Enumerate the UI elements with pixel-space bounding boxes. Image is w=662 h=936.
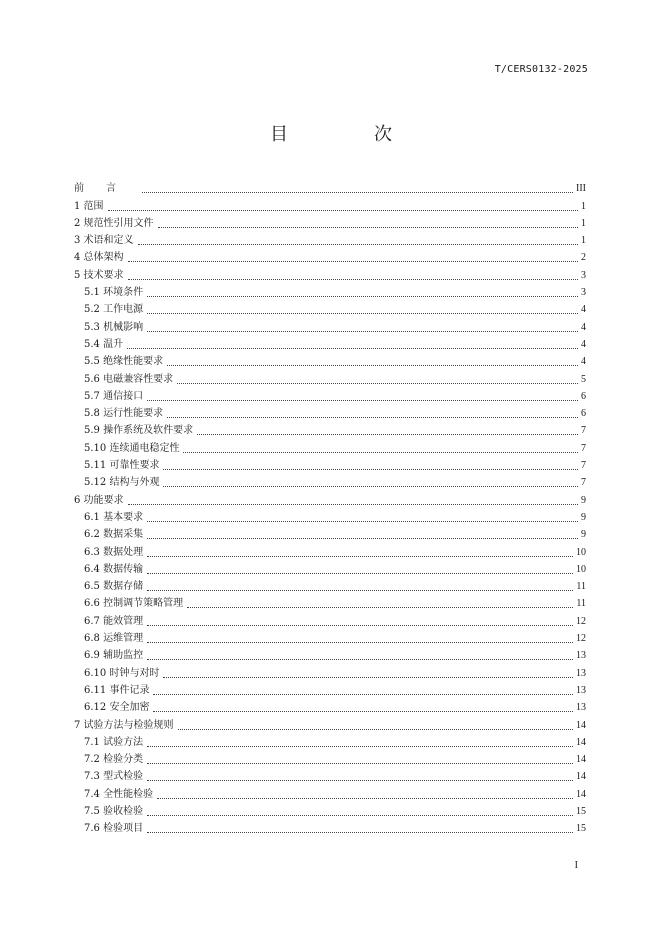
toc-entry[interactable] xyxy=(74,801,586,818)
toc-entry-label: 4 总体架构 xyxy=(74,252,124,264)
toc-entry-label: 5.10 连续通电稳定性 xyxy=(84,442,180,454)
toc-entry[interactable] xyxy=(74,697,586,714)
dot-leader xyxy=(167,407,578,418)
toc-entry-page: 1 xyxy=(581,217,586,229)
toc-entry[interactable] xyxy=(74,628,586,645)
toc-entry-label: 6.8 运维管理 xyxy=(84,633,144,645)
dot-leader xyxy=(147,321,578,332)
toc-entry-label: 7 试验方法与检验规则 xyxy=(74,719,174,731)
toc-entry-page: 13 xyxy=(576,667,586,679)
toc-entry-page: 2 xyxy=(581,252,586,264)
toc-entry[interactable] xyxy=(74,714,586,731)
toc-entry-page: 15 xyxy=(576,823,586,835)
toc-entry[interactable] xyxy=(74,437,586,454)
toc-entry[interactable] xyxy=(74,783,586,800)
toc-entry[interactable] xyxy=(74,559,586,576)
toc-entry-label: 7.4 全性能检验 xyxy=(84,788,154,800)
toc-entry[interactable] xyxy=(74,680,586,697)
dot-leader xyxy=(147,546,573,557)
toc-entry-page: 12 xyxy=(576,615,586,627)
dot-leader xyxy=(197,424,578,435)
dot-leader xyxy=(142,182,573,193)
table-of-contents xyxy=(74,178,586,835)
toc-entry-label: 3 术语和定义 xyxy=(74,235,134,247)
dot-leader xyxy=(147,511,578,522)
toc-entry[interactable] xyxy=(74,541,586,558)
dot-leader xyxy=(147,303,578,314)
toc-entry-label: 7.2 检验分类 xyxy=(84,754,144,766)
toc-entry-page: 13 xyxy=(576,702,586,714)
toc-entry[interactable] xyxy=(74,299,586,316)
toc-entry-label: 1 范围 xyxy=(74,200,104,212)
toc-entry-page: 10 xyxy=(576,546,586,558)
dot-leader xyxy=(138,234,578,245)
dot-leader xyxy=(147,528,578,539)
toc-entry-page: 9 xyxy=(581,511,586,523)
toc-entry-page: 10 xyxy=(576,563,586,575)
toc-entry-page: 3 xyxy=(581,287,586,299)
dot-leader xyxy=(157,788,573,799)
toc-entry-page: 11 xyxy=(576,581,586,593)
dot-leader xyxy=(183,442,578,453)
toc-entry-label: 6.9 辅助监控 xyxy=(84,650,144,662)
dot-leader xyxy=(147,753,573,764)
dot-leader xyxy=(178,719,573,730)
toc-entry-page: III xyxy=(576,183,586,195)
dot-leader xyxy=(127,338,578,349)
toc-entry-label: 6.12 安全加密 xyxy=(84,702,150,714)
toc-entry-label: 7.5 验收检验 xyxy=(84,805,144,817)
toc-entry[interactable] xyxy=(74,351,586,368)
toc-entry-label: 7.3 型式检验 xyxy=(84,771,144,783)
toc-entry-page: 6 xyxy=(581,390,586,402)
toc-entry[interactable] xyxy=(74,247,586,264)
toc-entry[interactable] xyxy=(74,524,586,541)
toc-entry[interactable] xyxy=(74,213,586,230)
dot-leader xyxy=(128,269,578,280)
toc-entry-page: 5 xyxy=(581,373,586,385)
dot-leader xyxy=(147,615,573,626)
toc-entry-page: 7 xyxy=(581,460,586,472)
toc-entry-label: 7.6 检验项目 xyxy=(84,823,144,835)
dot-leader xyxy=(147,390,578,401)
toc-entry[interactable] xyxy=(74,576,586,593)
toc-entry[interactable] xyxy=(74,593,586,610)
toc-entry-page: 9 xyxy=(581,494,586,506)
dot-leader xyxy=(147,770,573,781)
toc-entry-label: 6 功能要求 xyxy=(74,494,124,506)
toc-entry-page: 3 xyxy=(581,269,586,281)
toc-entry-label: 5.3 机械影响 xyxy=(84,321,144,333)
toc-entry-label: 5.6 电磁兼容性要求 xyxy=(84,373,174,385)
dot-leader xyxy=(167,355,578,366)
toc-entry[interactable] xyxy=(74,507,586,524)
toc-entry[interactable] xyxy=(74,749,586,766)
dot-leader xyxy=(147,286,578,297)
dot-leader xyxy=(158,217,578,228)
toc-entry[interactable] xyxy=(74,662,586,679)
toc-entry-label: 6.2 数据采集 xyxy=(84,529,144,541)
toc-entry[interactable] xyxy=(74,334,586,351)
toc-entry-label: 5.7 通信接口 xyxy=(84,390,144,402)
toc-entry[interactable] xyxy=(74,489,586,506)
page-number: I xyxy=(574,860,578,871)
toc-entry-label: 2 规范性引用文件 xyxy=(74,217,154,229)
toc-entry[interactable] xyxy=(74,195,586,212)
dot-leader xyxy=(128,251,578,262)
toc-entry-label: 6.3 数据处理 xyxy=(84,546,144,558)
toc-entry-label: 5.4 温升 xyxy=(84,338,124,350)
toc-entry-label: 6.1 基本要求 xyxy=(84,511,144,523)
toc-entry-page: 6 xyxy=(581,408,586,420)
toc-entry-label: 6.5 数据存储 xyxy=(84,581,144,593)
dot-leader xyxy=(147,632,573,643)
toc-title: 目 次 xyxy=(270,124,426,145)
dot-leader xyxy=(163,476,578,487)
toc-entry-label: 前言 xyxy=(74,183,138,195)
toc-entry[interactable] xyxy=(74,264,586,281)
toc-entry-page: 7 xyxy=(581,442,586,454)
dot-leader xyxy=(128,494,578,505)
toc-entry[interactable] xyxy=(74,818,586,835)
toc-entry[interactable] xyxy=(74,455,586,472)
toc-entry-page: 14 xyxy=(576,754,586,766)
toc-entry[interactable] xyxy=(74,316,586,333)
toc-entry-page: 7 xyxy=(581,477,586,489)
dot-leader xyxy=(147,736,573,747)
toc-entry-page: 9 xyxy=(581,529,586,541)
toc-entry-label: 5.8 运行性能要求 xyxy=(84,408,164,420)
toc-entry-label: 6.7 能效管理 xyxy=(84,615,144,627)
toc-entry-page: 4 xyxy=(581,321,586,333)
dot-leader xyxy=(163,459,578,470)
toc-entry-label: 5.2 工作电源 xyxy=(84,304,144,316)
toc-entry-label: 5.5 绝缘性能要求 xyxy=(84,356,164,368)
toc-entry[interactable] xyxy=(74,403,586,420)
toc-entry[interactable] xyxy=(74,732,586,749)
toc-entry-label: 6.4 数据传输 xyxy=(84,563,144,575)
toc-entry[interactable] xyxy=(74,178,586,195)
toc-entry-label: 5.9 操作系统及软件要求 xyxy=(84,425,194,437)
toc-entry[interactable] xyxy=(74,386,586,403)
toc-entry[interactable] xyxy=(74,472,586,489)
dot-leader xyxy=(147,805,573,816)
document-code: T/CERS0132-2025 xyxy=(494,64,588,75)
toc-entry-page: 13 xyxy=(576,650,586,662)
toc-entry-label: 5 技术要求 xyxy=(74,269,124,281)
toc-entry-page: 14 xyxy=(576,788,586,800)
toc-entry[interactable] xyxy=(74,368,586,385)
toc-entry[interactable] xyxy=(74,766,586,783)
toc-entry-page: 4 xyxy=(581,338,586,350)
toc-entry-label: 7.1 试验方法 xyxy=(84,736,144,748)
dot-leader xyxy=(108,200,578,211)
toc-entry-label: 6.6 控制调节策略管理 xyxy=(84,598,184,610)
toc-entry-label: 5.12 结构与外观 xyxy=(84,477,160,489)
dot-leader xyxy=(163,667,573,678)
dot-leader xyxy=(147,822,573,833)
toc-entry[interactable] xyxy=(74,645,586,662)
toc-entry-page: 14 xyxy=(576,771,586,783)
dot-leader xyxy=(177,373,578,384)
toc-entry-page: 14 xyxy=(576,719,586,731)
toc-entry-page: 13 xyxy=(576,684,586,696)
dot-leader xyxy=(187,597,573,608)
toc-entry-page: 4 xyxy=(581,304,586,316)
dot-leader xyxy=(147,649,573,660)
toc-entry-page: 1 xyxy=(581,200,586,212)
toc-entry-page: 11 xyxy=(576,598,586,610)
dot-leader xyxy=(153,701,573,712)
toc-entry-label: 6.11 事件记录 xyxy=(84,684,150,696)
toc-entry-page: 14 xyxy=(576,736,586,748)
toc-entry[interactable] xyxy=(74,230,586,247)
dot-leader xyxy=(153,684,573,695)
toc-entry[interactable] xyxy=(74,282,586,299)
toc-entry[interactable] xyxy=(74,610,586,627)
toc-entry-label: 5.11 可靠性要求 xyxy=(84,460,160,472)
toc-entry-label: 5.1 环境条件 xyxy=(84,287,144,299)
toc-entry-page: 15 xyxy=(576,805,586,817)
dot-leader xyxy=(147,563,573,574)
dot-leader xyxy=(147,580,573,591)
toc-entry-page: 7 xyxy=(581,425,586,437)
toc-entry-page: 1 xyxy=(581,235,586,247)
toc-entry-label: 6.10 时钟与对时 xyxy=(84,667,160,679)
toc-entry-page: 12 xyxy=(576,633,586,645)
toc-entry[interactable] xyxy=(74,420,586,437)
toc-entry-page: 4 xyxy=(581,356,586,368)
